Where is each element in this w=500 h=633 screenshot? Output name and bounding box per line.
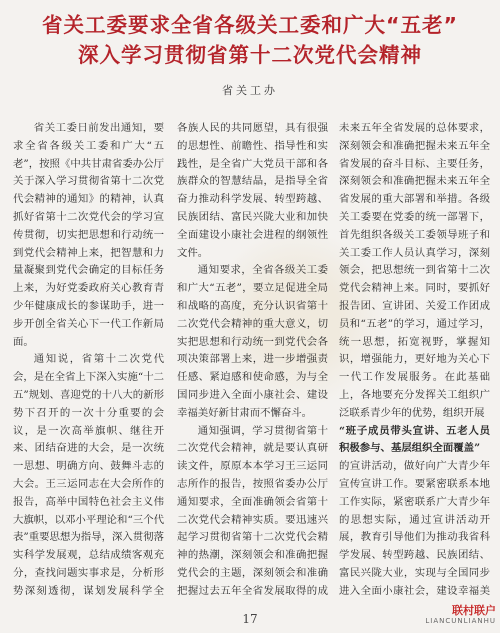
text-column-3 [339,120,490,600]
paragraph: “班子成员带头宣讲、五老人员积极参与、基层组织全面覆盖” [339,424,490,455]
article-author: 省关工办 [222,84,278,97]
text-column-1 [13,120,164,600]
paragraph: 通知强调，学习贯彻省第十二次党代会精神，就是要认真研读文件，原原本本学习王三运同志所作的报告，按照省委办公厅通知要求，全面准确领会省第十二次党代会精神实质。要迅速兴起学习贯彻省第十二次党代会精神的热潮，深刻领会和准确把握党代会的主题，深刻领会和准确把握过去五年全省发展取得的成 [177,424,328,597]
page-number: 17 [242,612,258,626]
paragraph: 的宣讲活动，做好向广大青少年宣传宣讲工作。要紧密联系本地工作实际，紧密联系广大青少年的思想实际，通过宣讲活动开展，教育引导他们为推动我省科学发展、转型跨越、民族团结、富民兴陇大业，实现与全国同步进入全面小康社会，建设幸福美 [339,460,490,597]
paragraph: 通知要求，全省各级关工委和广大“五老”，要立足促进全局和战略的高度，充分认识省第十二次党代会精神的重大意义，切实把思想和行动统一到党代会各项决策部署上来，进一步增强责任感、紧迫感和使命感，为与全国同步进入全面小康社会、建设幸福美好新甘肃而不懈奋斗。 [177,264,328,419]
paragraph: 未来五年全省发展的总体要求，深刻领会和准确把握未来五年全省发展的奋斗目标、主要任务，深刻领会和准确把握未来五年全省发展的重大部署和举措。各级关工委要在党委的统一部署下，首先组织各级关工委领导班子和关工委工作人员认真学习，深刻领会，把思想统一到省第十二次党代会精神上来。同时，要抓好报告团、宣讲团、关爱工作团成员和“五老”的学习，通过学习，统一思想，拓宽视野，掌握知识，增强能力，更好地为关心下一代工作发展服务。在此基础上，各地要充分发挥关工组织广泛联系青少年的优势，组织开展 [339,122,490,419]
paragraph: 省关工委日前发出通知，要求全省各级关工委和广大“五老”，按照《中共甘肃省委办公厅关于深入学习贯彻省第十二次党代会精神的通知》的精神，认真抓好省第十二次党代会的学习宣传贯彻，切实把思想和行动统一到党代会精神上来，把智慧和力量凝聚到党代会确定的目标任务上来，为好党委政府关心教育青少年健康成长的参谋助手，进一步开创全省关心下一代工作新局面。 [13,122,164,348]
magazine-logo-subtitle: LIANCUNLIANHU [425,617,496,625]
magazine-logo: 联村联户 [452,604,496,617]
paragraph: 各族人民的共同愿望，具有很强的思想性、前瞻性、指导性和实践性，是全省广大党员干部和各族群众的智慧结晶，是指导全省奋力推动科学发展、转型跨越、民族团结、富民兴陇大业和加快全面建设小康社会进程的纲领性文件。 [177,122,328,259]
text-column-2 [177,120,328,600]
article-title-line-1: 省关工委要求全省各级关工委和广大“五老” [42,13,458,37]
paragraph: 通知说，省第十二次党代会，是在全省上下深入实施“十二五”规划、喜迎党的十八大的新形势下召开的一次十分重要的会议，是一次高举旗帜、继往开来、团结奋进的大会，是一次统一思想、明确方向、鼓舞斗志的大会。王三运同志在大会所作的报告，高举中国特色社会主义伟大旗帜，以邓小平理论和“三个代表”重要思想为指导，深入贯彻落实科学发展观，总结成绩客观充分，查找问题实事求是，分析形势深刻透彻，谋划发展科学全 [13,353,164,597]
article-title-line-2: 深入学习贯彻省第十二次党代会精神 [78,43,422,67]
